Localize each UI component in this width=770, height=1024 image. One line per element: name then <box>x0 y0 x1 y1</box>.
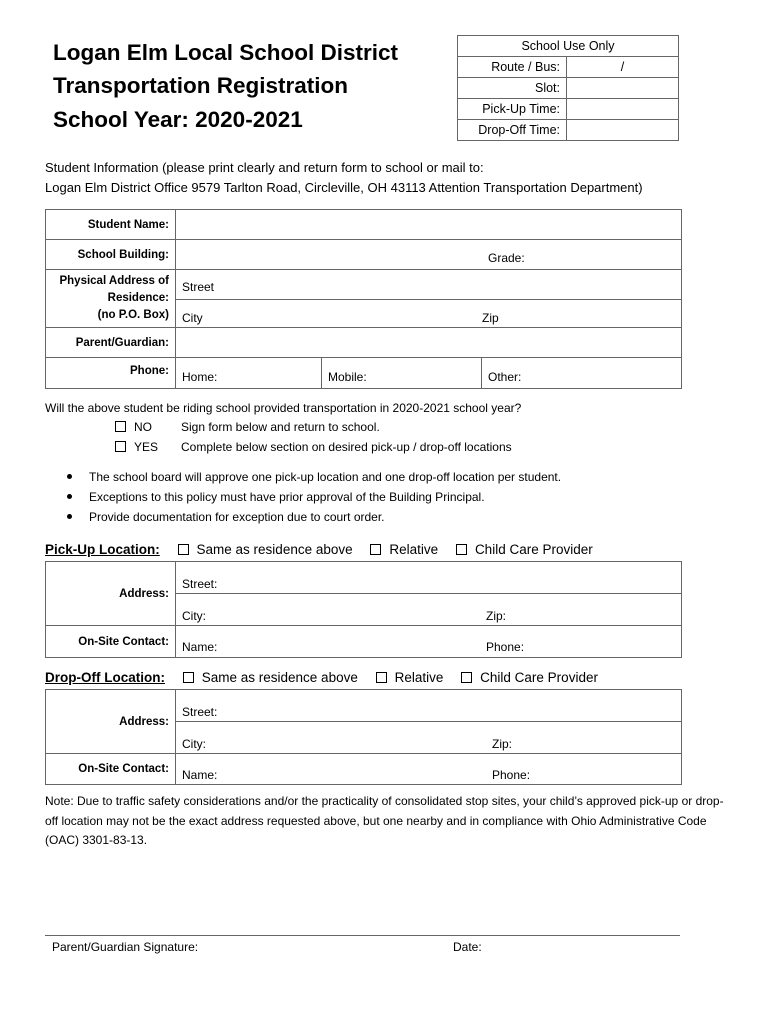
yes-checkbox[interactable] <box>115 441 126 452</box>
address-label <box>46 270 176 328</box>
date-label: Date: <box>453 940 482 954</box>
pickup-table <box>45 561 682 658</box>
address-label-line-1: Physical Address of <box>59 275 169 287</box>
pickup-zip-label: Zip: <box>486 609 507 623</box>
pickup-address-label: Address: <box>46 562 176 626</box>
option-yes[interactable] <box>115 440 158 454</box>
dropoff-table <box>45 689 682 785</box>
note-paragraph: Note: Due to traffic safety considerations and/or the practicality of consolidated stop sites, your child’s approved pick-up or drop-off location may not be the exact address requested above, but one nearby and in compliance with Ohio Administrative Code (OAC) 3301-83-13. <box>45 794 724 847</box>
pickup-name-label: Name: <box>182 640 218 654</box>
dropoff-option-same[interactable]: Same as residence above <box>183 670 358 685</box>
school-building-label: School Building: <box>46 240 176 270</box>
grade-label: Grade: <box>488 251 525 265</box>
school-building-field[interactable] <box>176 240 682 270</box>
school-use-heading: School Use Only <box>458 36 679 57</box>
dropoff-address-label: Address: <box>46 690 176 754</box>
guardian-field[interactable] <box>176 328 682 358</box>
home-label: Home: <box>182 370 218 384</box>
other-label: Other: <box>488 370 522 384</box>
pickup-time-label: Pick-Up Time: <box>458 99 567 120</box>
dropoff-city-label: City: <box>182 737 206 751</box>
pickup-time-field[interactable] <box>567 99 679 120</box>
dropoff-contact-label: On-Site Contact: <box>46 754 176 785</box>
mobile-label: Mobile: <box>328 370 367 384</box>
other-phone-field[interactable] <box>482 358 682 389</box>
bullet-icon <box>67 494 72 499</box>
dropoff-childcare-checkbox[interactable] <box>461 672 472 683</box>
title-registration: Transportation Registration <box>53 73 349 98</box>
pickup-heading: Pick-Up Location: <box>45 542 160 557</box>
bullet-item: Exceptions to this policy must have prior approval of the Building Principal. <box>67 490 485 504</box>
slot-label: Slot: <box>458 78 567 99</box>
dropoff-location-header <box>45 670 612 685</box>
no-label: NO <box>134 420 152 434</box>
phone-label: Phone: <box>46 358 176 389</box>
slot-field[interactable] <box>567 78 679 99</box>
mobile-phone-field[interactable] <box>322 358 482 389</box>
dropoff-relative-checkbox[interactable] <box>376 672 387 683</box>
option-no[interactable] <box>115 420 152 434</box>
pickup-location-header <box>45 542 607 557</box>
pickup-childcare-checkbox[interactable] <box>456 544 467 555</box>
dropoff-option-childcare[interactable]: Child Care Provider <box>461 670 598 685</box>
bullet-item: The school board will approve one pick-up location and one drop-off location per student. <box>67 470 561 484</box>
yes-description: Complete below section on desired pick-up / drop-off locations <box>181 440 512 454</box>
street-label: Street <box>182 280 215 294</box>
signature-line[interactable] <box>45 935 680 936</box>
intro-line-2: Logan Elm District Office 9579 Tarlton Road, Circleville, OH 43113 Attention Transportation Department) <box>45 180 643 195</box>
residence-address-field[interactable] <box>176 270 682 328</box>
dropoff-name-label: Name: <box>182 768 218 782</box>
title-district: Logan Elm Local School District <box>53 40 399 65</box>
student-name-field[interactable] <box>176 210 682 240</box>
city-label: City <box>182 311 203 325</box>
dropoff-time-field[interactable] <box>567 120 679 141</box>
dropoff-option-relative[interactable]: Relative <box>376 670 444 685</box>
pickup-contact-field[interactable] <box>176 626 682 658</box>
intro-line-1: Student Information (please print clearly and return form to school or mail to: <box>45 160 484 175</box>
address-label-line-2: Residence: <box>107 292 169 304</box>
riding-question: Will the above student be riding school provided transportation in 2020-2021 school year? <box>45 401 522 415</box>
pickup-phone-label: Phone: <box>486 640 525 654</box>
pickup-street-label: Street: <box>182 577 218 591</box>
no-checkbox[interactable] <box>115 421 126 432</box>
pickup-option-same[interactable]: Same as residence above <box>178 542 353 557</box>
guardian-label: Parent/Guardian: <box>46 328 176 358</box>
pickup-city-label: City: <box>182 609 206 623</box>
dropoff-heading: Drop-Off Location: <box>45 670 165 685</box>
signature-label: Parent/Guardian Signature: <box>52 940 199 954</box>
student-name-label: Student Name: <box>46 210 176 240</box>
yes-label: YES <box>134 440 159 454</box>
dropoff-phone-label: Phone: <box>492 768 531 782</box>
address-label-line-3: (no P.O. Box) <box>97 309 169 321</box>
home-phone-field[interactable] <box>176 358 322 389</box>
title-school-year: School Year: 2020-2021 <box>53 107 303 132</box>
dropoff-address-field[interactable] <box>176 690 682 754</box>
dropoff-time-label: Drop-Off Time: <box>458 120 567 141</box>
dropoff-zip-label: Zip: <box>492 737 513 751</box>
bullet-item: Provide documentation for exception due to court order. <box>67 510 385 524</box>
dropoff-same-checkbox[interactable] <box>183 672 194 683</box>
zip-label: Zip <box>482 311 499 325</box>
student-info-table <box>45 209 682 389</box>
no-description: Sign form below and return to school. <box>181 420 380 434</box>
pickup-same-checkbox[interactable] <box>178 544 189 555</box>
dropoff-street-label: Street: <box>182 705 218 719</box>
pickup-option-childcare[interactable]: Child Care Provider <box>456 542 593 557</box>
route-bus-field[interactable]: / <box>567 57 679 78</box>
pickup-contact-label: On-Site Contact: <box>46 626 176 658</box>
pickup-address-field[interactable] <box>176 562 682 626</box>
dropoff-contact-field[interactable] <box>176 754 682 785</box>
bullet-icon <box>67 474 72 479</box>
school-use-only-box <box>457 35 679 141</box>
pickup-relative-checkbox[interactable] <box>370 544 381 555</box>
route-bus-label: Route / Bus: <box>458 57 567 78</box>
pickup-option-relative[interactable]: Relative <box>370 542 438 557</box>
bullet-icon <box>67 514 72 519</box>
